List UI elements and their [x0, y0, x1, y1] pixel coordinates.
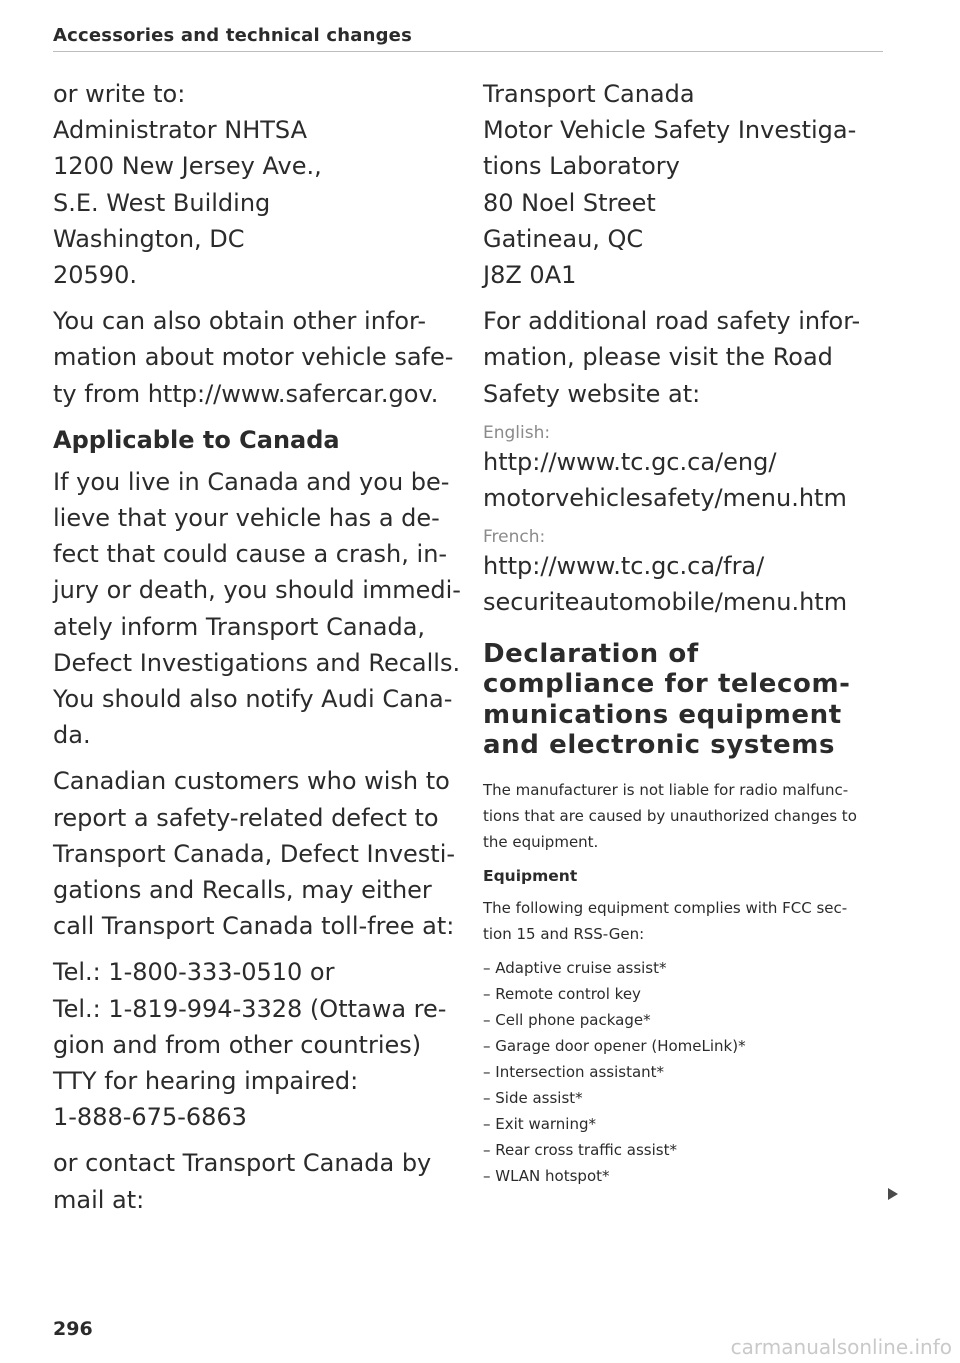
paragraph-line: gations and Recalls, may either	[53, 876, 432, 905]
paragraph-line: mation about motor vehicle safe-	[53, 343, 454, 372]
address-line: J8Z 0A1	[483, 261, 577, 290]
address-line: Administrator NHTSA	[53, 116, 307, 145]
nhtsa-address-block	[53, 76, 453, 293]
english-label: English:	[483, 422, 551, 443]
paragraph-line: Safety website at:	[483, 379, 701, 408]
canada-paragraph	[53, 464, 461, 754]
paragraph-line: the equipment.	[483, 832, 599, 851]
paragraph-line: report a safety-related defect to	[53, 803, 439, 832]
paragraph-line: Defect Investigations and Recalls.	[53, 648, 461, 677]
paragraph-line: If you live in Canada and you be-	[53, 467, 450, 496]
equipment-intro	[483, 895, 883, 947]
paragraph-line: ately inform Transport Canada,	[53, 612, 426, 641]
address-line: Washington, DC	[53, 224, 245, 253]
address-line: Transport Canada	[483, 80, 695, 108]
address-line: 80 Noel Street	[483, 188, 656, 217]
address-line: 1200 New Jersey Ave.,	[53, 152, 322, 181]
paragraph-line: da.	[53, 721, 91, 750]
phone-line: 1-888-675-6863	[53, 1103, 247, 1132]
address-line: 20590.	[53, 261, 137, 290]
paragraph-line: For additional road safety infor-	[483, 307, 861, 336]
paragraph-line: jury or death, you should immedi-	[53, 576, 461, 605]
customers-paragraph	[53, 763, 456, 944]
section-title: Accessories and technical changes	[53, 25, 413, 46]
list-item: – WLAN hotspot*	[483, 1166, 610, 1185]
list-item: – Intersection assistant*	[483, 1062, 665, 1081]
transport-canada-address	[483, 76, 883, 293]
heading-line: Declaration of	[483, 638, 699, 669]
address-intro: or write to:	[53, 80, 186, 108]
phone-line: Tel.: 1-819-994-3328 (Ottawa re-	[53, 994, 447, 1023]
paragraph-line: fect that could cause a crash, in-	[53, 540, 448, 569]
paragraph-line: or contact Transport Canada by	[53, 1149, 432, 1178]
url-line: motorvehiclesafety/menu.htm	[483, 484, 847, 513]
heading-line: and electronic systems	[483, 730, 836, 761]
address-line: Gatineau, QC	[483, 224, 644, 253]
right-column	[483, 76, 883, 1189]
phone-line: TTY for hearing impaired:	[53, 1067, 359, 1096]
phone-block	[53, 954, 453, 1135]
url-line: http://www.tc.gc.ca/eng/	[483, 447, 777, 476]
continue-arrow-icon	[888, 1188, 898, 1200]
page-number: 296	[53, 1318, 93, 1340]
address-line: Motor Vehicle Safety Investiga-	[483, 116, 857, 145]
paragraph-line: mail at:	[53, 1185, 145, 1214]
phone-line: gion and from other countries)	[53, 1030, 422, 1059]
liability-paragraph	[483, 777, 883, 855]
paragraph-line: The following equipment complies with FCC sec-	[483, 898, 848, 917]
declaration-heading	[483, 639, 883, 761]
paragraph-line: tions that are caused by unauthorized changes to	[483, 806, 857, 825]
heading-line: munications equipment	[483, 699, 842, 730]
equipment-heading: Equipment	[483, 866, 578, 885]
list-item: – Side assist*	[483, 1088, 583, 1107]
french-label: French:	[483, 527, 546, 548]
safercar-paragraph	[53, 303, 453, 412]
paragraph-line: lieve that your vehicle has a de-	[53, 504, 440, 533]
list-item: – Adaptive cruise assist*	[483, 958, 667, 977]
paragraph-line: You can also obtain other infor-	[53, 307, 427, 336]
address-line: tions Laboratory	[483, 152, 680, 181]
phone-line: Tel.: 1-800-333-0510 or	[53, 958, 335, 987]
paragraph-line: Transport Canada, Defect Investi-	[53, 839, 456, 868]
address-line: S.E. West Building	[53, 188, 271, 217]
url-line: http://www.tc.gc.ca/fra/	[483, 552, 765, 581]
list-item: – Cell phone package*	[483, 1010, 651, 1029]
list-item: – Rear cross traffic assist*	[483, 1140, 677, 1159]
paragraph-line: mation, please visit the Road	[483, 343, 833, 372]
list-item: – Remote control key	[483, 984, 641, 1003]
road-safety-paragraph	[483, 303, 883, 412]
paragraph-line: Canadian customers who wish to	[53, 767, 450, 796]
watermark: carmanualsonline.info	[730, 1335, 952, 1359]
paragraph-line: tion 15 and RSS-Gen:	[483, 924, 645, 943]
list-item: – Garage door opener (HomeLink)*	[483, 1036, 746, 1055]
contact-paragraph	[53, 1145, 453, 1217]
english-url	[483, 444, 883, 516]
paragraph-line: The manufacturer is not liable for radio malfunc-	[483, 780, 849, 799]
list-item: – Exit warning*	[483, 1114, 597, 1133]
canada-heading: Applicable to Canada	[53, 425, 340, 454]
french-url	[483, 548, 883, 620]
heading-line: compliance for telecom-	[483, 669, 851, 700]
page-header	[53, 23, 883, 52]
equipment-list	[483, 955, 883, 1189]
paragraph-line: ty from http://www.safercar.gov.	[53, 379, 439, 408]
paragraph-line: call Transport Canada toll-free at:	[53, 912, 455, 941]
url-line: securiteautomobile/menu.htm	[483, 588, 848, 617]
paragraph-line: You should also notify Audi Cana-	[53, 685, 453, 714]
left-column	[53, 76, 461, 1228]
